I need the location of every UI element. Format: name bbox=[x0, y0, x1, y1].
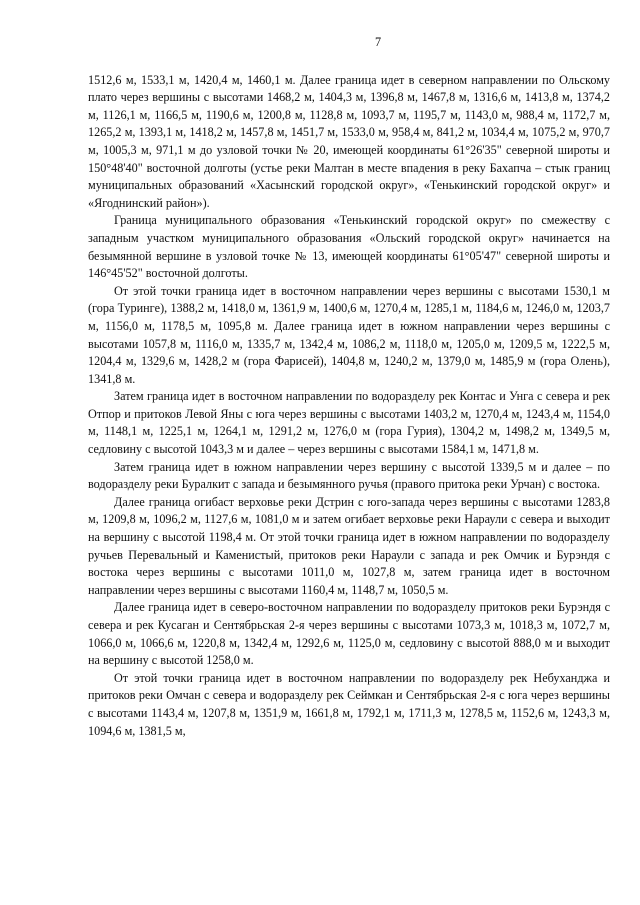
paragraph-8: От этой точки граница идет в восточном направлении по водоразделу рек Небуханджа и притоков реки Омчан с севера и водоразделу рек Сеймкан и Сентябрьская 2-я с юга через вершины с высотами 1143,4 м, 1207,8 м, 1351,9 м, 1661,8 м, 1792,1 м, 1711,3 м, 1278,5 м, 1152,6 м, 1243,3 м, 1094,6 м, 1381,5 м, bbox=[88, 670, 610, 738]
paragraph-7: Далее граница идет в северо-восточном направлении по водоразделу притоков реки Бурэндя с севера и рек Кусаган и Сентябрьская 2-я через вершины с высотами 1073,3 м, 1018,3 м, 1072,7 м, 1066,0 м, 1066,6 м, 1220,8 м, 1342,4 м, 1292,6 м, 1125,0 м, седловину с высотой 888,0 м и выходит на вершину с высотой 1258,0 м. bbox=[88, 600, 610, 668]
paragraph-1: 1512,6 м, 1533,1 м, 1420,4 м, 1460,1 м. Далее граница идет в северном направлении по Ольскому плато через вершины с высотами 1468,2 м, 1404,3 м, 1396,8 м, 1467,8 м, 1316,6 м, 1413,8 м, 1374,2 м, 1126,1 м, 1166,5 м, 1190,6 м, 1200,8 м, 1128,8 м, 1093,7 м, 1195,7 м, 1143,0 м, 988,4 м, 1172,7 м, 1265,2 м, 1393,1 м, 1418,2 м, 1457,8 м, 1451,7 м, 1533,0 м, 958,4 м, 841,2 м, 1034,4 м, 1075,2 м, 970,7 м, 1005,3 м, 971,1 м до узловой точки № 20, имеющей координаты 61°26'35" северной широты и 150°48'40" восточной долготы (устье реки Малтан в месте впадения в реку Бахапча – стык границ муниципальных образований «Хасынский городской округ», «Тенькинский городской округ» и «Ягоднинский район»). bbox=[88, 72, 610, 210]
paragraph-6: Далее граница огибаст верховье реки Дстрин с юго-запада через вершины с высотами 1283,8 м, 1209,8 м, 1096,2 м, 1127,6 м, 1081,0 м и затем огибает верховье реки Нараули с севера и выходит на вершину с высотой 1198,4 м. От этой точки граница идет в южном направлении по водоразделу ручьев Перевальный и Каменистый, притоков реки Нараули с запада и рек Омчик и Бурэндя с востока через вершины с высотами 1011,0 м, 1027,8 м, затем граница идет в восточном направлении через вершины с высотами 1160,4 м, 1148,7 м, 1050,5 м. bbox=[88, 494, 610, 597]
page-number: 7 bbox=[374, 35, 382, 49]
paragraph-2: Граница муниципального образования «Тенькинский городской округ» по смежеству с западным участком муниципального образования «Ольский городской округ» начинается на безымянной вершине в узловой точке № 13, имеющей координаты 61°05'47" северной широты и 146°45'52" восточной долготы. bbox=[88, 213, 610, 281]
paragraph-4: Затем граница идет в восточном направлении по водоразделу рек Контас и Унга с севера и рек Отпор и притоков Левой Яны с юга через вершины с высотами 1403,2 м, 1270,4 м, 1243,4 м, 1154,0 м, 1148,1 м, 1225,1 м, 1264,1 м, 1291,2 м, 1276,0 м (гора Гурия), 1304,2 м, 1498,2 м, 1349,5 м, седловину с высотой 1043,3 м и далее – через вершины с высотами 1584,1 м, 1471,8 м. bbox=[88, 389, 610, 457]
paragraph-3: От этой точки граница идет в восточном направлении через вершины с высотами 1530,1 м (гора Турингe), 1388,2 м, 1418,0 м, 1361,9 м, 1400,6 м, 1270,4 м, 1285,1 м, 1184,6 м, 1246,0 м, 1203,7 м, 1156,0 м, 1178,5 м, 1095,8 м. Далее граница идет в южном направлении через вершины с высотами 1057,8 м, 1116,0 м, 1335,7 м, 1342,4 м, 1086,2 м, 1118,0 м, 1205,0 м, 1209,5 м, 1222,5 м, 1204,4 м, 1329,6 м, 1428,2 м (гора Фарисей), 1404,8 м, 1240,2 м, 1379,0 м, 1485,9 м (гора Олень), 1341,8 м. bbox=[88, 283, 610, 386]
paragraph-5: Затем граница идет в южном направлении через вершину с высотой 1339,5 м и далее – по водоразделу реки Буралкит с запада и безымянного ручья (правого притока реки Урчан) с востока. bbox=[88, 459, 610, 492]
